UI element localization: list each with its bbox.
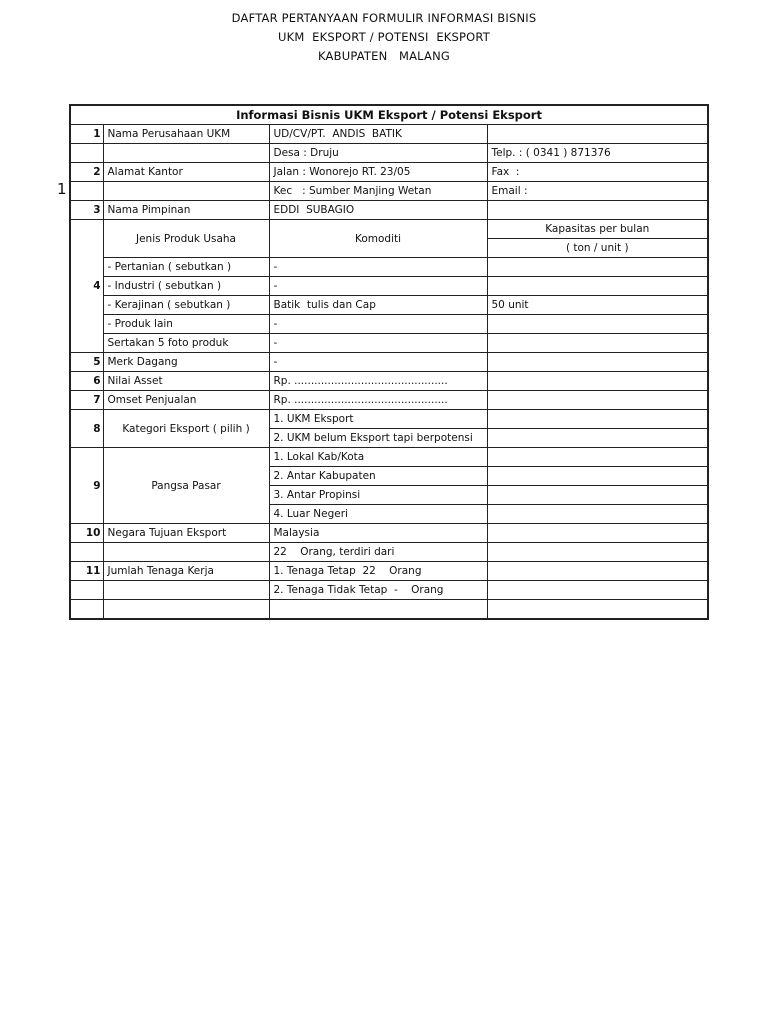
export-category-option[interactable]: 2. UKM belum Eksport tapi berpotensi xyxy=(269,429,487,448)
product-label: - Produk lain xyxy=(103,315,269,334)
field-label: Pangsa Pasar xyxy=(103,448,269,524)
field-label xyxy=(103,543,269,562)
empty-cell xyxy=(487,581,708,600)
row-number: 7 xyxy=(70,391,103,410)
field-label: Negara Tujuan Eksport xyxy=(103,524,269,543)
empty-cell xyxy=(487,391,708,410)
field-label: Nama Perusahaan UKM xyxy=(103,125,269,144)
table-row xyxy=(70,296,708,315)
capacity-value[interactable]: 50 unit xyxy=(487,296,708,315)
table-row xyxy=(70,372,708,391)
market-option[interactable]: 1. Lokal Kab/Kota xyxy=(269,448,487,467)
business-info-table xyxy=(69,104,709,620)
row-number xyxy=(70,334,103,353)
commodity-header: Komoditi xyxy=(269,220,487,258)
asset-value[interactable]: Rp. .............................................. xyxy=(269,372,487,391)
capacity-value[interactable] xyxy=(487,315,708,334)
fax-value[interactable]: Fax : xyxy=(487,163,708,182)
table-row xyxy=(70,258,708,277)
product-type-header: Jenis Produk Usaha xyxy=(103,220,269,258)
market-option[interactable]: 4. Luar Negeri xyxy=(269,505,487,524)
empty-cell xyxy=(269,600,487,620)
field-label: Jumlah Tenaga Kerja xyxy=(103,562,269,581)
brand-value[interactable]: - xyxy=(269,353,487,372)
table-row xyxy=(70,353,708,372)
row-number xyxy=(70,543,103,562)
permanent-workers-value[interactable]: 1. Tenaga Tetap 22 Orang xyxy=(269,562,487,581)
empty-cell xyxy=(487,467,708,486)
table-row xyxy=(70,410,708,429)
field-label: Kategori Eksport ( pilih ) xyxy=(103,410,269,448)
form-title: DAFTAR PERTANYAAN FORMULIR INFORMASI BISNIS xyxy=(231,11,537,25)
row-number: 4 xyxy=(70,277,103,296)
product-value[interactable]: - xyxy=(269,277,487,296)
export-category-option[interactable]: 1. UKM Eksport xyxy=(269,410,487,429)
table-row xyxy=(70,201,708,220)
empty-cell xyxy=(487,448,708,467)
email-value[interactable]: Email : xyxy=(487,182,708,201)
table-row xyxy=(70,524,708,543)
table-title: Informasi Bisnis UKM Eksport / Potensi Eksport xyxy=(70,105,708,125)
field-label: Nilai Asset xyxy=(103,372,269,391)
empty-cell xyxy=(487,353,708,372)
empty-cell xyxy=(487,410,708,429)
capacity-value[interactable] xyxy=(487,258,708,277)
row-number: 10 xyxy=(70,524,103,543)
extra-cell[interactable] xyxy=(487,125,708,144)
capacity-value[interactable] xyxy=(487,277,708,296)
row-number xyxy=(70,182,103,201)
empty-cell xyxy=(487,600,708,620)
form-subtitle: UKM EKSPORT / POTENSI EKSPORT xyxy=(277,30,490,44)
empty-cell xyxy=(487,486,708,505)
row-number xyxy=(70,239,103,258)
table-row xyxy=(70,448,708,467)
table-row xyxy=(70,581,708,600)
table-row xyxy=(70,543,708,562)
empty-cell xyxy=(487,543,708,562)
row-number xyxy=(70,144,103,163)
phone-value[interactable]: Telp. : ( 0341 ) 871376 xyxy=(487,144,708,163)
row-number xyxy=(70,600,103,620)
empty-cell xyxy=(487,562,708,581)
product-value[interactable]: - xyxy=(269,315,487,334)
street-value[interactable]: Jalan : Wonorejo RT. 23/05 xyxy=(269,163,487,182)
field-label: Alamat Kantor xyxy=(103,163,269,182)
row-number xyxy=(70,315,103,334)
row-number xyxy=(70,220,103,239)
row-number xyxy=(70,258,103,277)
empty-cell xyxy=(487,524,708,543)
table-row xyxy=(70,125,708,144)
export-destination-value[interactable]: Malaysia xyxy=(269,524,487,543)
product-label: - Pertanian ( sebutkan ) xyxy=(103,258,269,277)
product-value[interactable]: Batik tulis dan Cap xyxy=(269,296,487,315)
capacity-unit-header: ( ton / unit ) xyxy=(487,239,708,258)
table-row xyxy=(70,182,708,201)
product-label: - Industri ( sebutkan ) xyxy=(103,277,269,296)
field-label xyxy=(103,182,269,201)
form-region: KABUPATEN MALANG xyxy=(318,49,450,63)
field-label: Merk Dagang xyxy=(103,353,269,372)
sales-value[interactable]: Rp. .............................................. xyxy=(269,391,487,410)
row-number: 8 xyxy=(70,410,103,448)
company-name-value[interactable]: UD/CV/PT. ANDIS BATIK xyxy=(269,125,487,144)
product-label: - Kerajinan ( sebutkan ) xyxy=(103,296,269,315)
field-label xyxy=(103,144,269,163)
row-number: 6 xyxy=(70,372,103,391)
row-number: 3 xyxy=(70,201,103,220)
table-row xyxy=(70,562,708,581)
table-row xyxy=(70,315,708,334)
table-row xyxy=(70,600,708,620)
workforce-total-value[interactable]: 22 Orang, terdiri dari xyxy=(269,543,487,562)
table-row xyxy=(70,277,708,296)
market-option[interactable]: 3. Antar Propinsi xyxy=(269,486,487,505)
field-label xyxy=(103,581,269,600)
row-number: 11 xyxy=(70,562,103,581)
row-number xyxy=(70,296,103,315)
product-label: Sertakan 5 foto produk xyxy=(103,334,269,353)
capacity-header: Kapasitas per bulan xyxy=(487,220,708,239)
empty-cell xyxy=(487,505,708,524)
table-row xyxy=(70,334,708,353)
row-number xyxy=(70,581,103,600)
row-number: 9 xyxy=(70,448,103,524)
side-page-number: 1 xyxy=(57,180,67,198)
village-value[interactable]: Desa : Druju xyxy=(269,144,487,163)
row-number: 1 xyxy=(70,125,103,144)
row-number: 5 xyxy=(70,353,103,372)
product-value[interactable]: - xyxy=(269,258,487,277)
product-value[interactable]: - xyxy=(269,334,487,353)
capacity-value[interactable] xyxy=(487,334,708,353)
empty-cell xyxy=(487,429,708,448)
table-row xyxy=(70,144,708,163)
empty-cell xyxy=(487,372,708,391)
temporary-workers-value[interactable]: 2. Tenaga Tidak Tetap - Orang xyxy=(269,581,487,600)
empty-cell xyxy=(487,201,708,220)
table-row xyxy=(70,391,708,410)
market-option[interactable]: 2. Antar Kabupaten xyxy=(269,467,487,486)
leader-name-value[interactable]: EDDI SUBAGIO xyxy=(269,201,487,220)
field-label: Omset Penjualan xyxy=(103,391,269,410)
row-number: 2 xyxy=(70,163,103,182)
field-label: Nama Pimpinan xyxy=(103,201,269,220)
table-row xyxy=(70,220,708,239)
field-label xyxy=(103,600,269,620)
district-value[interactable]: Kec : Sumber Manjing Wetan xyxy=(269,182,487,201)
table-row xyxy=(70,163,708,182)
table-title-row xyxy=(70,105,708,125)
